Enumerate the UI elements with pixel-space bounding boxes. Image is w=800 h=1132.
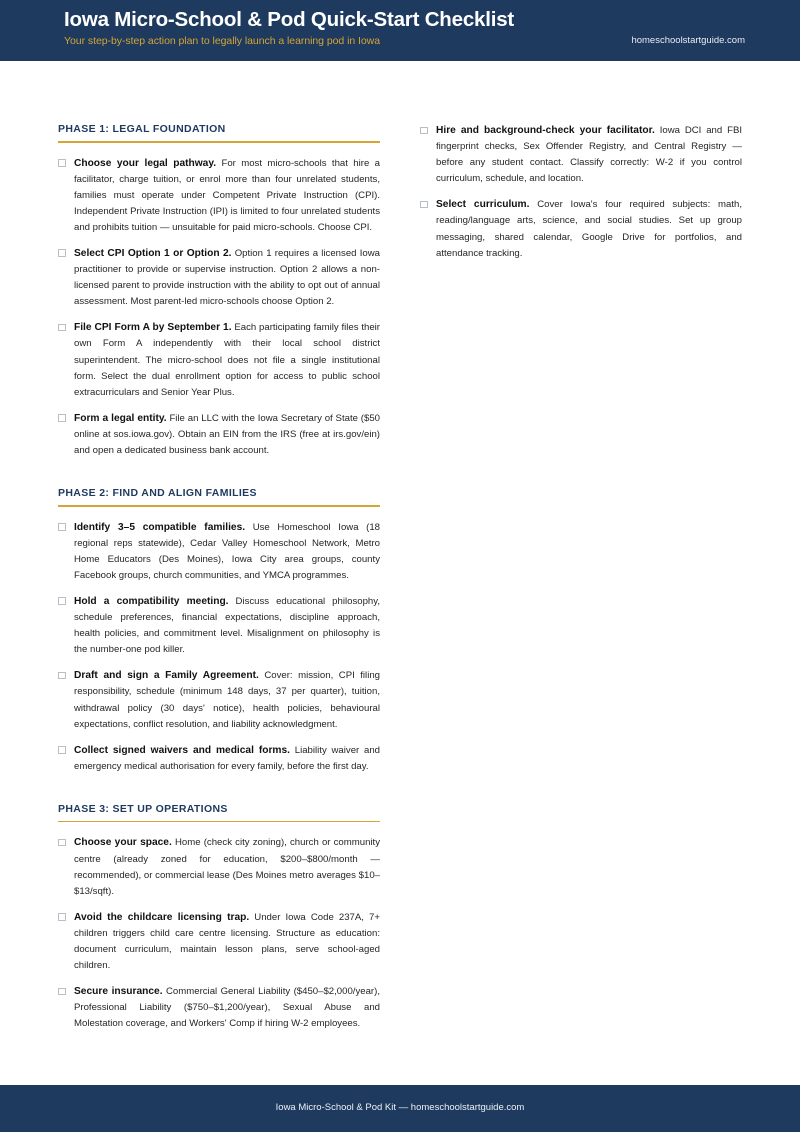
checkbox-icon[interactable] (420, 201, 428, 209)
checkbox-icon[interactable] (420, 127, 428, 135)
checklist-item-label: Choose your legal pathway. (74, 157, 217, 169)
checklist-item-text: Use Homeschool Iowa (18 regional reps statewide), Cedar Valley Homeschool Network, Metro Home Educators (Des Moines), Iowa City area groups, county Facebook groups, church communities, and YMCA programmes. (74, 521, 381, 581)
checklist-item-label: File CPI Form A by September 1. (74, 322, 232, 334)
phase-heading (58, 803, 380, 823)
checklist-item-text: File an LLC with the Iowa Secretary of State ($50 online at sos.iowa.gov). Obtain an EIN from the IRS (free at irs.gov/ein) and open a dedicated business bank account. (74, 412, 380, 456)
checklist-item-label: Draft and sign a Family Agreement. (74, 670, 259, 682)
left-column (58, 123, 380, 1042)
page-subtitle: Your step-by-step action plan to legally launch a learning pod in Iowa (64, 35, 380, 47)
checklist-item[interactable] (58, 910, 380, 974)
section-spacer (58, 785, 380, 803)
checklist-item[interactable] (58, 668, 380, 732)
checklist-item-label: Form a legal entity. (74, 412, 167, 424)
checklist-item-text: Iowa DCI and FBI fingerprint checks, Sex Offender Registry, and Central Registry — before any student contact. Classify correctly: W-2 if you control curriculum, schedule, and location. (436, 125, 743, 185)
checklist-item-label: Select curriculum. (436, 199, 530, 211)
phase-underline (58, 821, 380, 823)
checklist-item[interactable] (58, 246, 380, 310)
checkbox-icon[interactable] (58, 597, 66, 605)
checklist-item-label: Hold a compatibility meeting. (74, 595, 229, 607)
checkbox-icon[interactable] (58, 913, 66, 921)
checklist-item[interactable] (58, 835, 380, 899)
checklist-item[interactable] (58, 743, 380, 775)
checklist-item[interactable] (58, 594, 380, 658)
checklist-item[interactable] (420, 197, 742, 261)
checkbox-icon[interactable] (58, 414, 66, 422)
checklist-item-label: Collect signed waivers and medical forms. (74, 744, 290, 756)
checkbox-icon[interactable] (58, 988, 66, 996)
checklist-item[interactable] (58, 411, 380, 459)
checkbox-icon[interactable] (58, 672, 66, 680)
checklist-item-label: Identify 3–5 compatible families. (74, 521, 246, 533)
checkbox-icon[interactable] (58, 249, 66, 257)
checklist-item-text: Each participating family files their own Form A independently with their local school district superintendent. The micro-school does not file a single institutional form. Select the dual enrollment option for access to public school extracurriculars and Senior Year Plus. (74, 322, 380, 398)
checkbox-icon[interactable] (58, 746, 66, 754)
checklist-item[interactable] (58, 156, 380, 236)
checklist-item[interactable] (58, 984, 380, 1032)
section-spacer (58, 469, 380, 487)
page-footer (0, 1085, 800, 1132)
checklist-item-label: Secure insurance. (74, 986, 163, 998)
checklist-item-text: For most micro-schools that hire a facilitator, charge tuition, or enrol more than four unrelated students, families must operate under Competent Private Instruction (CPI). Independent Private Instruction (IPI) is limited to four unrelated students and prohibits tuition — unsuitable for paid micro-schools. Choose CPI. (74, 157, 380, 233)
checklist-item-text: Liability waiver and emergency medical authorisation for every family, before the first day. (74, 744, 380, 772)
checklist-item-label: Select CPI Option 1 or Option 2. (74, 247, 232, 259)
checklist-item-text: Cover: mission, CPI filing responsibility, schedule (minimum 148 days, 37 per quarter), tuition, withdrawal policy (30 days' notice), health policies, behavioural expectations, conflict resolution, and liability acknowledgment. (74, 670, 380, 730)
right-column (420, 123, 742, 272)
checklist-item-label: Avoid the childcare licensing trap. (74, 911, 250, 923)
checklist-item-text: Under Iowa Code 237A, 7+ children triggers child care centre licensing. Structure as education: document curriculum, maintain lesson plans, serve school-aged children. (74, 911, 380, 972)
phase-underline (58, 141, 380, 143)
phase-title: PHASE 2: FIND AND ALIGN FAMILIES (58, 487, 257, 500)
phase-heading (58, 487, 380, 507)
checklist-item-text: Commercial General Liability ($450–$2,000/year), Professional Liability ($750–$1,200/year), Sexual Abuse and Molestation coverage, and Workers' Comp if hiring W-2 employees. (74, 986, 380, 1030)
checkbox-icon[interactable] (58, 839, 66, 847)
checklist-item[interactable] (58, 320, 380, 400)
checklist-item[interactable] (420, 123, 742, 187)
checklist-item-text: Option 1 requires a licensed Iowa practitioner to provide or supervise instruction. Option 2 allows a non-licensed parent to provide instruction with the ability to opt out of annual assessment. Most parent-led micro-schools choose Option 2. (74, 247, 380, 308)
phase-heading (58, 123, 380, 143)
page-title: Iowa Micro-School & Pod Quick-Start Checklist (64, 8, 515, 31)
checklist-item-text: Home (check city zoning), church or community centre (already zoned for education, $200–$800/month — recommended), or commercial lease (Des Moines metro averages $10–$13/sqft). (74, 837, 381, 897)
page-header (0, 0, 800, 61)
phase-title: PHASE 1: LEGAL FOUNDATION (58, 123, 226, 135)
checklist-item-text: Discuss educational philosophy, schedule preferences, financial expectations, discipline approach, health policies, and commitment level. Misalignment on philosophy is the number-one pod killer. (74, 595, 380, 656)
phase-underline (58, 505, 380, 507)
checklist-item[interactable] (58, 520, 380, 584)
footer-text: Iowa Micro-School & Pod Kit — homeschoolstartguide.com (275, 1102, 525, 1113)
checkbox-icon[interactable] (58, 159, 66, 167)
checkbox-icon[interactable] (58, 324, 66, 332)
checklist-item-label: Hire and background-check your facilitator. (436, 125, 655, 136)
header-site-url: homeschoolstartguide.com (631, 35, 745, 46)
page-body (0, 61, 800, 1085)
phase-title: PHASE 3: SET UP OPERATIONS (58, 802, 228, 815)
checkbox-icon[interactable] (58, 523, 66, 531)
checklist-item-text: Cover Iowa's four required subjects: math, reading/language arts, science, and social studies. Set up group messaging, shared calendar, Google Drive for portfolios, and attendance tracking. (436, 199, 743, 259)
checklist-item-label: Choose your space. (74, 837, 172, 849)
